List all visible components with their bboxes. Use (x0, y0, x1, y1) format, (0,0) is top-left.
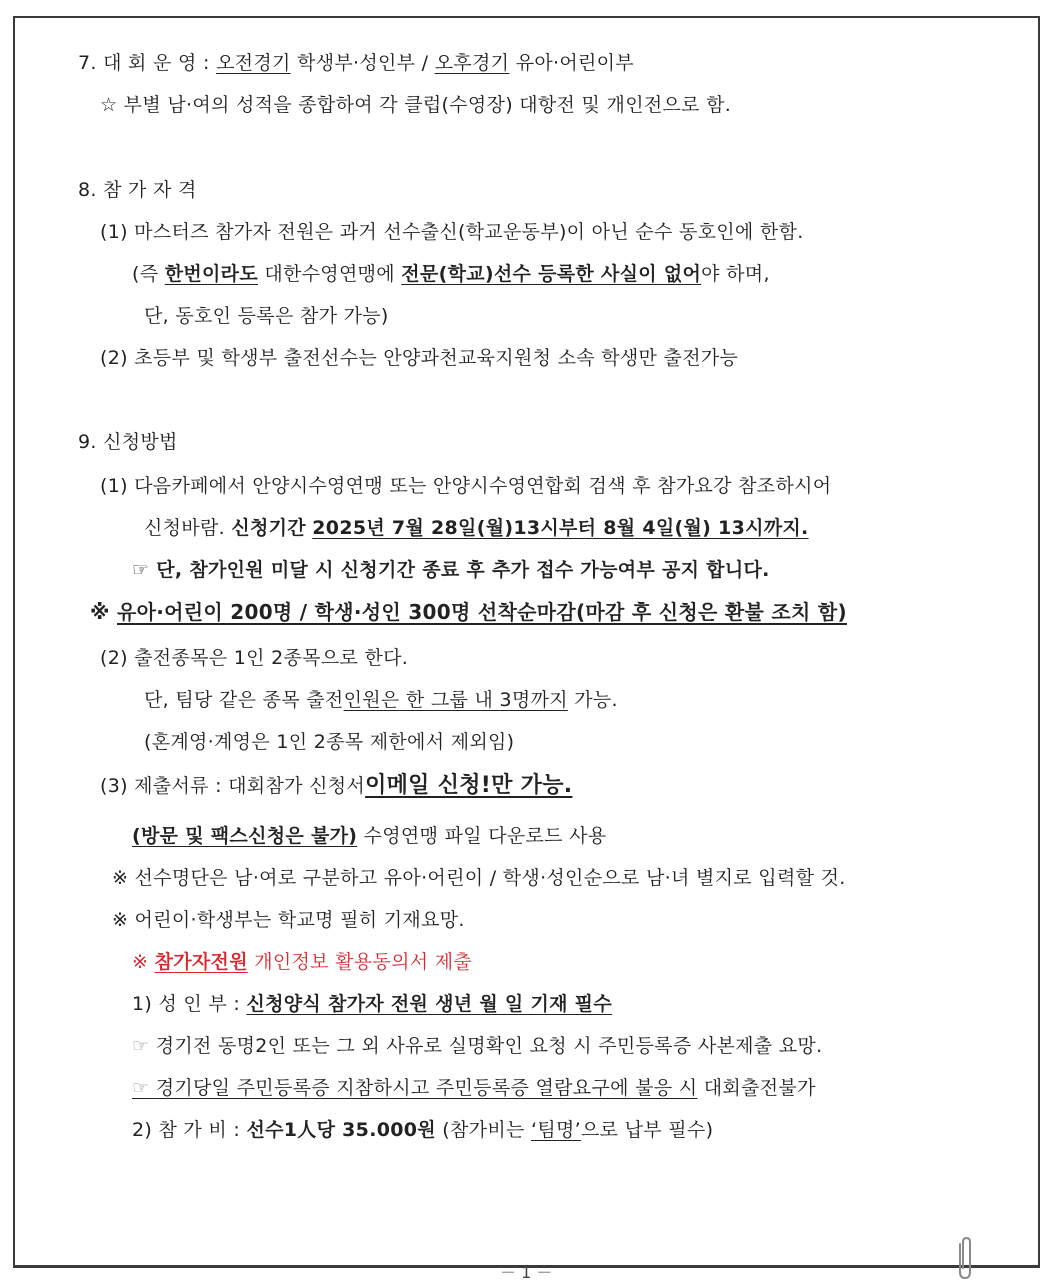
morning-label: 오전경기 (216, 52, 291, 74)
no-fax-visit: (방문 및 팩스신청은 불가) (132, 825, 358, 847)
all-participants: 참가자전원 (154, 951, 248, 973)
team-limit-pre: 단, 팀당 같은 종목 출전 (144, 689, 344, 711)
page-number: － 1 － (500, 1263, 553, 1282)
privacy-consent (132, 950, 472, 974)
period-dates: 2025년 7월 28일(월)13시부터 8월 4일(월) 13시까지. (312, 517, 809, 539)
fee-note-end: 으로 납부 필수) (580, 1119, 714, 1141)
privacy-text: 개인정보 활용동의서 제출 (254, 951, 473, 973)
open-paren: (즉 (132, 263, 159, 285)
adult-requirement: 신청양식 참가자 전원 생년 월 일 기재 필수 (246, 993, 612, 1015)
capacity-limit-line (90, 600, 847, 624)
fee-note-pre: (참가비는 (442, 1119, 525, 1141)
adult-note-1-text: 경기전 동명2인 또는 그 외 사유로 실명확인 요청 시 주민등록증 사본제출 요망. (155, 1035, 823, 1057)
team-name: ‘팀명’ (530, 1119, 581, 1141)
sec9-item1-notice: ☞ 단, 참가인원 미달 시 신청기간 종료 후 추가 접수 가능여부 공지 합니다. (132, 559, 770, 581)
slash: / (421, 52, 429, 74)
pointing-hand-icon: ☞ (132, 1035, 150, 1057)
adult-note-2 (132, 1076, 816, 1100)
morning-groups: 학생부·성인부 (297, 52, 416, 74)
adult-note-2-text: 경기당일 주민등록증 지참하시고 주민등록증 열람요구에 불응 시 (155, 1077, 698, 1099)
sec9-item3 (100, 774, 572, 798)
once-emphasis: 한번이라도 (164, 263, 258, 285)
sec9-item2: (2) 출전종목은 1인 2종목으로 한다. (100, 647, 409, 669)
federation-text: 대한수영연맹에 (264, 263, 395, 285)
afternoon-groups: 유아·어린이부 (515, 52, 634, 74)
sec8-item1-detail (132, 262, 770, 286)
adult-note-1 (132, 1034, 822, 1058)
sec9-item2-exception: (혼계영·계영은 1인 2종목 제한에서 제외임) (144, 731, 515, 753)
period-label: 신청기간 (231, 517, 306, 539)
school-note: ※ 어린이·학생부는 학교명 필히 기재요망. (112, 909, 465, 931)
reference-mark: ※ (90, 600, 110, 624)
sec9-item2-detail (144, 688, 618, 712)
fee-label: 2) 참 가 비 : (132, 1119, 241, 1141)
registration-emphasis: 전문(학교)선수 등록한 사실이 없어 (401, 263, 702, 285)
team-limit-end: 가능. (574, 689, 618, 711)
pointing-hand-icon: ☞ (132, 1077, 150, 1099)
entry-fee (132, 1118, 713, 1142)
sec8-heading: 8. 참 가 자 격 (78, 179, 197, 201)
paperclip-icon (954, 1236, 976, 1286)
sec9-heading: 9. 신청방법 (78, 431, 178, 453)
apply-request: 신청바람. (144, 517, 225, 539)
sec9-item3-detail (132, 824, 606, 848)
documents-label: (3) 제출서류 : 대회참가 신청서 (100, 775, 366, 797)
sec7-line (78, 51, 634, 75)
adult-note-2-underlined (132, 1077, 697, 1099)
afternoon-label: 오후경기 (434, 52, 510, 74)
capacity-limit: 유아·어린이 200명 / 학생·성인 300명 선착순마감(마감 후 신청은 환불 조치 함) (117, 600, 847, 624)
sec7-note: ☆ 부별 남·여의 성적을 종합하여 각 클럽(수영장) 대항전 및 개인전으로 함. (100, 94, 732, 116)
fee-amount: 선수1人당 35.000원 (246, 1119, 436, 1141)
sec9-item1: (1) 다음카페에서 안양시수영연맹 또는 안양시수영연합회 검색 후 참가요강 참조하시어 (100, 475, 832, 497)
sec7-heading: 7. 대 회 운 영 : (78, 52, 210, 74)
privacy-mark: ※ (132, 951, 149, 973)
sec9-item1-period (144, 516, 809, 540)
sec8-item1-exception: 단, 동호인 등록은 참가 가능) (144, 305, 389, 327)
detail-end: 야 하며, (701, 263, 770, 285)
download-note: 수영연맹 파일 다운로드 사용 (363, 825, 607, 847)
roster-note: ※ 선수명단은 남·여로 구분하고 유아·어린이 / 학생·성인순으로 남·녀 별지로 입력할 것. (112, 867, 846, 889)
sec8-item1: (1) 마스터즈 참가자 전원은 과거 선수출신(학교운동부)이 아닌 순수 동호인에 한함. (100, 221, 804, 243)
adult-division (132, 992, 612, 1016)
adult-note-2-end: 대회출전불가 (703, 1077, 816, 1099)
sec8-item2: (2) 초등부 및 학생부 출전선수는 안양과천교육지원청 소속 학생만 출전가능 (100, 347, 739, 369)
adult-label: 1) 성 인 부 : (132, 993, 241, 1015)
email-only: 이메일 신청!만 가능. (365, 773, 573, 798)
team-limit: 인원은 한 그룹 내 3명까지 (343, 689, 568, 711)
